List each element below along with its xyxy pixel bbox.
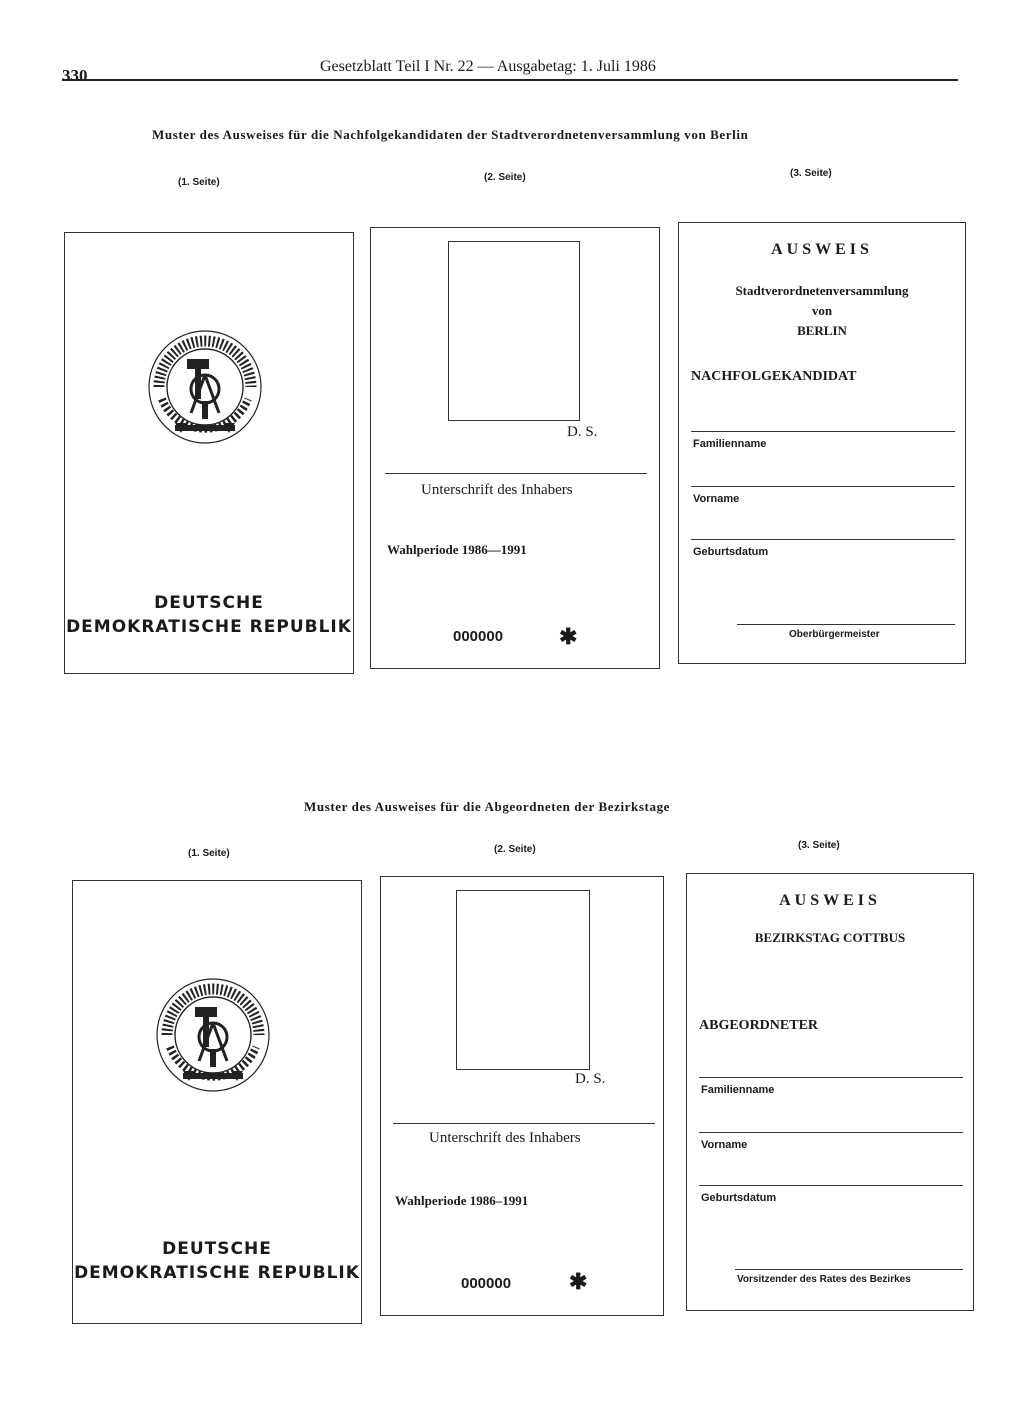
page-label-2: (2. Seite) bbox=[484, 172, 526, 183]
birth-date-line bbox=[691, 539, 955, 540]
election-period: Wahlperiode 1986—1991 bbox=[387, 542, 527, 557]
signer-line bbox=[737, 624, 955, 625]
seal-label: D. S. bbox=[575, 1071, 606, 1087]
surname-label: Familienname bbox=[693, 438, 767, 450]
serial-number: 000000 bbox=[453, 628, 504, 645]
section-title-2: Muster des Ausweises für die Abgeordneten der Bezirkstage bbox=[304, 799, 671, 814]
surname-line bbox=[699, 1077, 963, 1078]
id-cover-page bbox=[72, 880, 362, 1324]
gdr-state-emblem-icon bbox=[145, 327, 265, 447]
signer-title: Oberbürgermeister bbox=[789, 629, 880, 640]
holder-role: NACHFOLGEKANDIDAT bbox=[691, 369, 857, 384]
issuer-line-3: BERLIN bbox=[797, 323, 847, 338]
asterisk-icon: ✱ bbox=[559, 624, 578, 649]
id-photo-page bbox=[370, 227, 660, 669]
photo-box bbox=[456, 890, 590, 1070]
serial-number: 000000 bbox=[461, 1275, 512, 1292]
country-line-2: DEMOKRATISCHE REPUBLIK bbox=[66, 617, 352, 637]
running-head: Gesetzblatt Teil I Nr. 22 — Ausgabetag: 1. Juli 1986 bbox=[320, 58, 656, 75]
issuer-line-1: Stadtverordnetenversammlung bbox=[735, 283, 909, 298]
page-label-1: (1. Seite) bbox=[188, 848, 230, 859]
id-details-page bbox=[686, 873, 974, 1311]
birth-date-line bbox=[699, 1185, 963, 1186]
id-photo-page bbox=[380, 876, 664, 1316]
signer-line bbox=[735, 1269, 963, 1270]
page-label-2: (2. Seite) bbox=[494, 844, 536, 855]
country-line-1: DEUTSCHE bbox=[154, 593, 264, 613]
seal-label: D. S. bbox=[567, 424, 598, 440]
first-name-line bbox=[691, 486, 955, 487]
photo-box bbox=[448, 241, 580, 421]
country-name bbox=[73, 1237, 361, 1285]
birth-date-label: Geburtsdatum bbox=[693, 546, 769, 558]
page-label-1: (1. Seite) bbox=[178, 177, 220, 188]
country-line-2: DEMOKRATISCHE REPUBLIK bbox=[74, 1263, 360, 1283]
election-period: Wahlperiode 1986–1991 bbox=[395, 1193, 529, 1208]
surname-line bbox=[691, 431, 955, 432]
id-cover-page bbox=[64, 232, 354, 674]
header-rule bbox=[62, 79, 958, 81]
id-title: AUSWEIS bbox=[771, 241, 873, 258]
issuer bbox=[687, 928, 973, 948]
birth-date-label: Geburtsdatum bbox=[701, 1192, 777, 1204]
signature-line bbox=[393, 1123, 655, 1124]
id-title: AUSWEIS bbox=[779, 892, 881, 909]
signature-line bbox=[385, 473, 647, 474]
page-label-3: (3. Seite) bbox=[790, 168, 832, 179]
page-number: 330 bbox=[62, 66, 88, 85]
country-line-1: DEUTSCHE bbox=[162, 1239, 272, 1259]
first-name-label: Vorname bbox=[701, 1139, 748, 1151]
surname-label: Familienname bbox=[701, 1084, 775, 1096]
first-name-line bbox=[699, 1132, 963, 1133]
signer-title: Vorsitzender des Rates des Bezirkes bbox=[737, 1274, 911, 1285]
issuer-line-2: von bbox=[811, 303, 833, 318]
issuer-line-1: BEZIRKSTAG COTTBUS bbox=[754, 930, 906, 945]
signature-caption: Unterschrift des Inhabers bbox=[429, 1130, 581, 1146]
country-name bbox=[65, 591, 353, 639]
issuer bbox=[679, 281, 965, 341]
id-details-page bbox=[678, 222, 966, 664]
asterisk-icon: ✱ bbox=[569, 1269, 588, 1294]
page-label-3: (3. Seite) bbox=[798, 840, 840, 851]
section-title-1: Muster des Ausweises für die Nachfolgekandidaten der Stadtverordnetenversammlung von Berlin bbox=[152, 127, 749, 142]
holder-role: ABGEORDNETER bbox=[699, 1018, 819, 1033]
signature-caption: Unterschrift des Inhabers bbox=[421, 482, 573, 498]
first-name-label: Vorname bbox=[693, 493, 740, 505]
gdr-state-emblem-icon bbox=[153, 975, 273, 1095]
